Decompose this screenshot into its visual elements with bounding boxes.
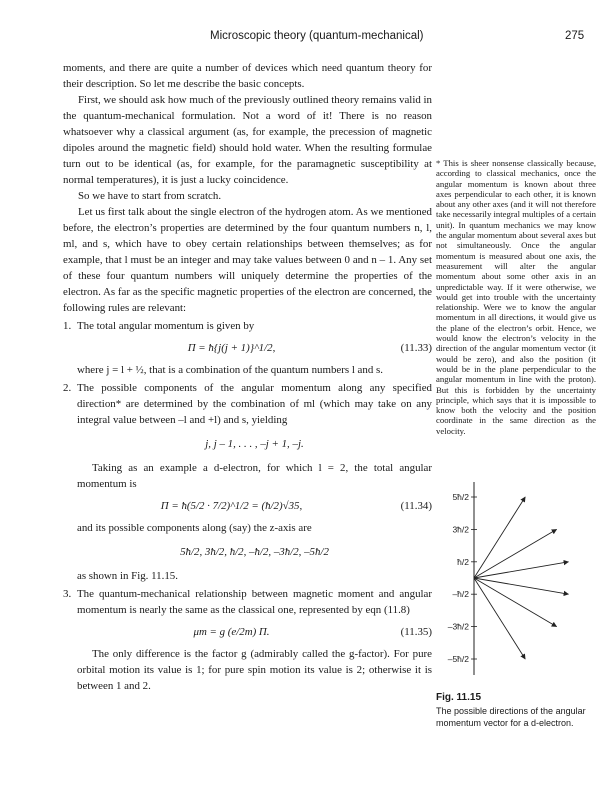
paragraph-1: moments, and there are quite a number of devices which need quantum theory for their description. So let me describe the basic concepts. <box>63 62 432 90</box>
momentum-vector <box>474 578 525 659</box>
figure-caption-text: The possible directions of the angular momentum vector for a d-electron. <box>436 706 586 728</box>
figure-caption <box>436 692 606 729</box>
tick-label: –ħ/2 <box>452 589 469 600</box>
page-number: 275 <box>565 30 585 42</box>
equation-expression: Π = ħ(5/2 · 7/2)^1/2 = (ħ/2)√35, <box>160 500 303 512</box>
component-values: 5ħ/2, 3ħ/2, ħ/2, –ħ/2, –3ħ/2, –5ħ/2 <box>180 546 329 558</box>
footnote-marker: * <box>436 158 441 168</box>
equation-expression: μm = g (e/2m) Π. <box>193 626 270 638</box>
list-item-1 <box>63 318 432 378</box>
sidenote <box>436 158 596 436</box>
paragraph-g-factor: The only difference is the factor g (admirably called the g-factor). For pure orbital motion its value is 1; for pure spin motion its value is 2; otherwise it is between 1 and 2. <box>77 648 432 692</box>
sidenote-text: This is sheer nonsense classically because, according to classical mechanics, once the angular momentum is known about three axes perpendicular to each other, it is known about any other axes (and it will not therefore take necessarily integral multiples of a certain unit). In quantum mechanics we may know the angular momentum about several axes but not simultaneously. Once the angular momentum is measured about one axis, the measurement will alter the angular momentum about some other axis in an unpredictable way. If it were otherwise, we would get into trouble with the uncertainty relationship. Were we to know the angular momentum in all directions, it would give us the plane of the electron’s orbit. Hence, we would know the electron’s velocity in the direction of the angular momentum vector (it would be zero), and also the position (it would be in the plane perpendicular to the angular momentum in line with the proton). But this is forbidden by the uncertainty principle, which says that it is impossible to know both the velocity and the position coordinate in the same direction as the velocity. <box>436 158 597 436</box>
paragraph-3: So we have to start from scratch. <box>78 190 222 202</box>
running-header-title: Microscopic theory (quantum-mechanical) <box>210 30 424 42</box>
list-item-text: The total angular momentum is given by <box>77 320 255 332</box>
j-values: j, j – 1, . . . , –j + 1, –j. <box>205 438 304 450</box>
equation-11-34 <box>77 498 432 514</box>
paragraph-components: and its possible components along (say) the z-axis are <box>77 522 312 534</box>
paragraph-2: First, we should ask how much of the previously outlined theory remains valid in the quantum-mechanical formulation. Not a word of it! There is no reason whatsoever why a classical argument (as, for example, the precession of magnetic dipoles around the magnetic field) should hold water. When the resulting formulae turn out to be identical (as, for example, for the paramagnetic susceptibility at normal temperatures), it is just a lucky coincidence. <box>63 94 432 186</box>
equation-expression: Π = ħ{j(j + 1)}^1/2, <box>187 342 276 354</box>
list-number: 1. <box>63 320 72 332</box>
tick-label: –5ħ/2 <box>447 654 469 664</box>
figure-11-15 <box>436 470 596 685</box>
list-item-text: The quantum-mechanical relationship between magnetic moment and angular momentum is nearly the same as the classical one, represented by eqn (11.8) <box>77 588 432 616</box>
equation-11-35 <box>77 624 432 640</box>
list-item-text: The possible components of the angular momentum along any specified direction* are determined by the combination of ml (which may take on any integral value between –l and +l) and s, yielding <box>77 382 432 426</box>
angular-momentum-diagram <box>436 470 596 685</box>
paragraph-fig-ref: as shown in Fig. 11.15. <box>77 570 178 582</box>
tick-label: ħ/2 <box>457 556 469 567</box>
paragraph-4: Let us first talk about the single electron of the hydrogen atom. As we mentioned before, the electron’s properties are determined by the four quantum numbers n, l, ml, and s, which have to obey certain relationships between themselves; as for example, that l must be an integer and may take values between 0 and n – 1. Any set of these four quantum numbers will uniquely determine the properties of the electron. As far as the specific magnetic properties of the electron are concerned, the following rules are relevant: <box>63 206 432 314</box>
list-item-3 <box>63 586 432 694</box>
list-item-2 <box>63 380 432 584</box>
list-number: 2. <box>63 382 72 394</box>
tick-label: 3ħ/2 <box>452 524 469 535</box>
figure-label: Fig. 11.15 <box>436 692 482 703</box>
equation-11-33 <box>77 340 432 356</box>
equation-number: (11.34) <box>400 500 432 512</box>
list-item-where: where j = l + ½, that is a combination of the quantum numbers l and s. <box>77 364 383 376</box>
equation-number: (11.33) <box>400 342 432 354</box>
equation-number: (11.35) <box>400 626 432 638</box>
list-number: 3. <box>63 588 72 600</box>
tick-label: –3ħ/2 <box>447 621 469 632</box>
momentum-vector <box>474 497 525 578</box>
main-text-column <box>63 60 432 694</box>
tick-label: 5ħ/2 <box>452 492 469 502</box>
paragraph-d-electron: Taking as an example a d-electron, for which l = 2, the total angular momentum is <box>77 462 432 490</box>
